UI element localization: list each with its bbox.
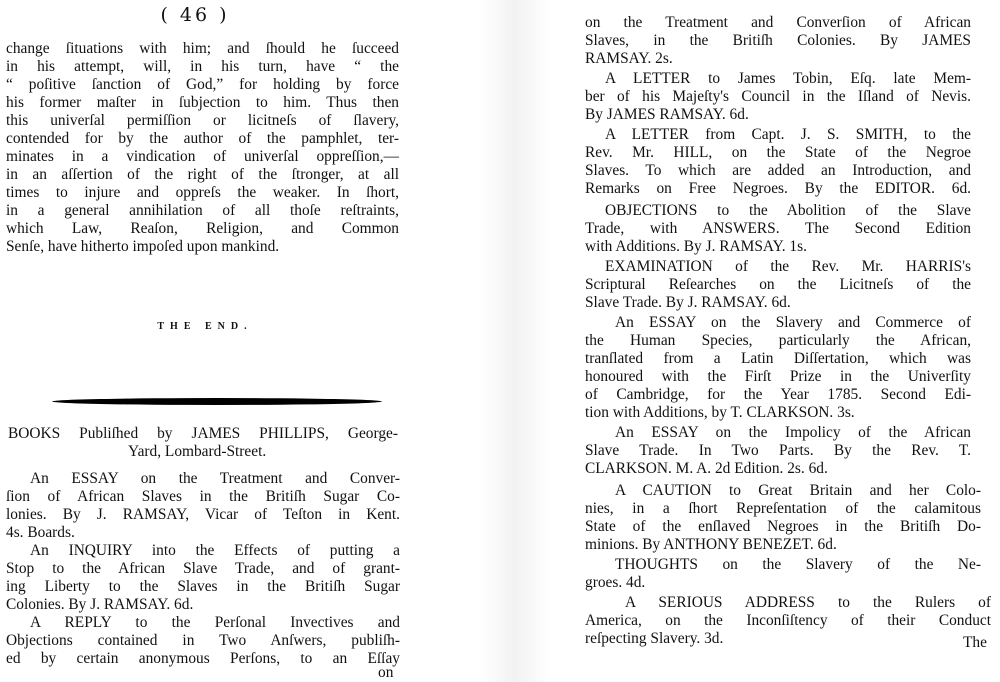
list-item: Slave Trade. By J. RAMSAY. 6d. — [585, 294, 791, 311]
text-line: times to injure and oppreſs the weaker. In ſhort, — [6, 184, 399, 201]
list-item: A LETTER from Capt. J. S. SMITH, to the — [605, 126, 971, 143]
list-item: A REPLY to the Perſonal Invectives and — [30, 614, 400, 631]
book-gutter — [480, 0, 550, 682]
list-item: honoured with the Firſt Prize in the Univerſity — [585, 368, 971, 385]
list-item: RAMSAY. 2s. — [585, 50, 673, 67]
list-item: minions. By ANTHONY BENEZET. 6d. — [585, 536, 837, 553]
list-item: Slaves. To which are added an Introduction, and — [585, 162, 971, 179]
list-item: on the Treatment and Converſion of African — [585, 14, 971, 31]
text-line: in a general annihilation of all thoſe reſtraints, — [6, 202, 399, 219]
list-item: Slaves, in the Britiſh Colonies. By JAMES — [585, 32, 971, 49]
heading-line: Yard, Lombard-Street. — [128, 443, 267, 460]
catchword: on — [378, 664, 394, 681]
list-item: An ESSAY on the Impolicy of the African — [615, 424, 971, 441]
list-item: ed by certain anonymous Perſons, to an Eſſay — [6, 650, 400, 667]
list-item: reſpecting Slavery. 3d. — [585, 630, 724, 647]
list-item: CLARKSON. M. A. 2d Edition. 2s. 6d. — [585, 460, 828, 477]
list-item: America, on the Inconſiſtency of their Conduct — [585, 612, 991, 629]
list-item: A LETTER to James Tobin, Eſq. late Mem- — [605, 70, 971, 87]
text-line: Senſe, have hitherto impoſed upon mankind. — [6, 238, 280, 255]
list-item: Objections contained in Two Anſwers, publiſh- — [6, 632, 400, 649]
text-line: “ poſitive ſanction of God,” for holding by force — [6, 76, 399, 93]
list-item: groes. 4d. — [585, 574, 646, 591]
text-line: change ſituations with him; and ſhould he ſucceed — [6, 40, 399, 57]
divider-rule — [52, 398, 382, 405]
list-item: Scriptural Reſearches on the Licitneſs of the — [585, 276, 971, 293]
list-item: ber of his Majeſty's Council in the Iſland of Nevis. — [585, 88, 971, 105]
the-end: THE END. — [157, 321, 253, 332]
list-item: tranſlated from a Latin Diſſertation, which was — [585, 350, 971, 367]
text-line: this univerſal permiſſion or licitneſs of ſlavery, — [6, 112, 399, 129]
text-line: in an aſſertion of the right of the ſtronger, at all — [6, 166, 399, 183]
list-item: with Additions. By J. RAMSAY. 1s. — [585, 238, 807, 255]
list-item: tion with Additions, by T. CLARKSON. 3s. — [585, 404, 855, 421]
list-item: An INQUIRY into the Effects of putting a — [30, 542, 400, 559]
list-item: Rev. Mr. HILL, on the State of the Negroe — [585, 144, 971, 161]
list-item: the Human Species, particularly the African, — [585, 332, 971, 349]
text-line: his former maſter in ſubjection to him. Thus then — [6, 94, 399, 111]
list-item: 4s. Boards. — [6, 524, 75, 541]
text-line: minates in a vindication of univerſal oppreſſion,— — [6, 148, 399, 165]
list-item: An ESSAY on the Slavery and Commerce of — [615, 314, 971, 331]
list-item: lonies. By J. RAMSAY, Vicar of Teſton in Kent. — [6, 506, 400, 523]
list-item: ſion of African Slaves in the Britiſh Sugar Co- — [6, 488, 400, 505]
list-item: of Cambridge, for the Year 1785. Second Edi- — [585, 386, 971, 403]
list-item: OBJECTIONS to the Abolition of the Slave — [605, 202, 971, 219]
list-item: nies, in a ſhort Repreſentation of the calamitous — [585, 500, 981, 517]
list-item: State of the enſlaved Negroes in the Britiſh Do- — [585, 518, 981, 535]
page-number: ( 46 ) — [160, 4, 230, 26]
list-item: EXAMINATION of the Rev. Mr. HARRIS's — [605, 258, 971, 275]
text-line: contended for by the author of the pamphlet, ter- — [6, 130, 399, 147]
list-item: ing Liberty to the Slaves in the Britiſh Sugar — [6, 578, 400, 595]
list-item: An ESSAY on the Treatment and Conver- — [30, 470, 400, 487]
list-item: Remarks on Free Negroes. By the EDITOR. 6d. — [585, 180, 971, 197]
list-item: Slave Trade. In Two Parts. By the Rev. T. — [585, 442, 971, 459]
list-item: THOUGHTS on the Slavery of the Ne- — [615, 556, 981, 573]
list-item: Stop to the African Slave Trade, and of grant- — [6, 560, 400, 577]
heading-line: BOOKS Publiſhed by JAMES PHILLIPS, George- — [8, 425, 398, 442]
left-page — [0, 0, 420, 682]
list-item: A SERIOUS ADDRESS to the Rulers of — [625, 594, 991, 611]
text-line: in his attempt, will, in his turn, have “ the — [6, 58, 399, 75]
text-line: which Law, Reaſon, Religion, and Common — [6, 220, 399, 237]
list-item: Colonies. By J. RAMSAY. 6d. — [6, 596, 194, 613]
list-item: Trade, with ANSWERS. The Second Edition — [585, 220, 971, 237]
list-item: A CAUTION to Great Britain and her Colo- — [615, 482, 981, 499]
list-item: By JAMES RAMSAY. 6d. — [585, 106, 749, 123]
catchword: The — [963, 634, 987, 651]
right-page — [585, 0, 997, 682]
